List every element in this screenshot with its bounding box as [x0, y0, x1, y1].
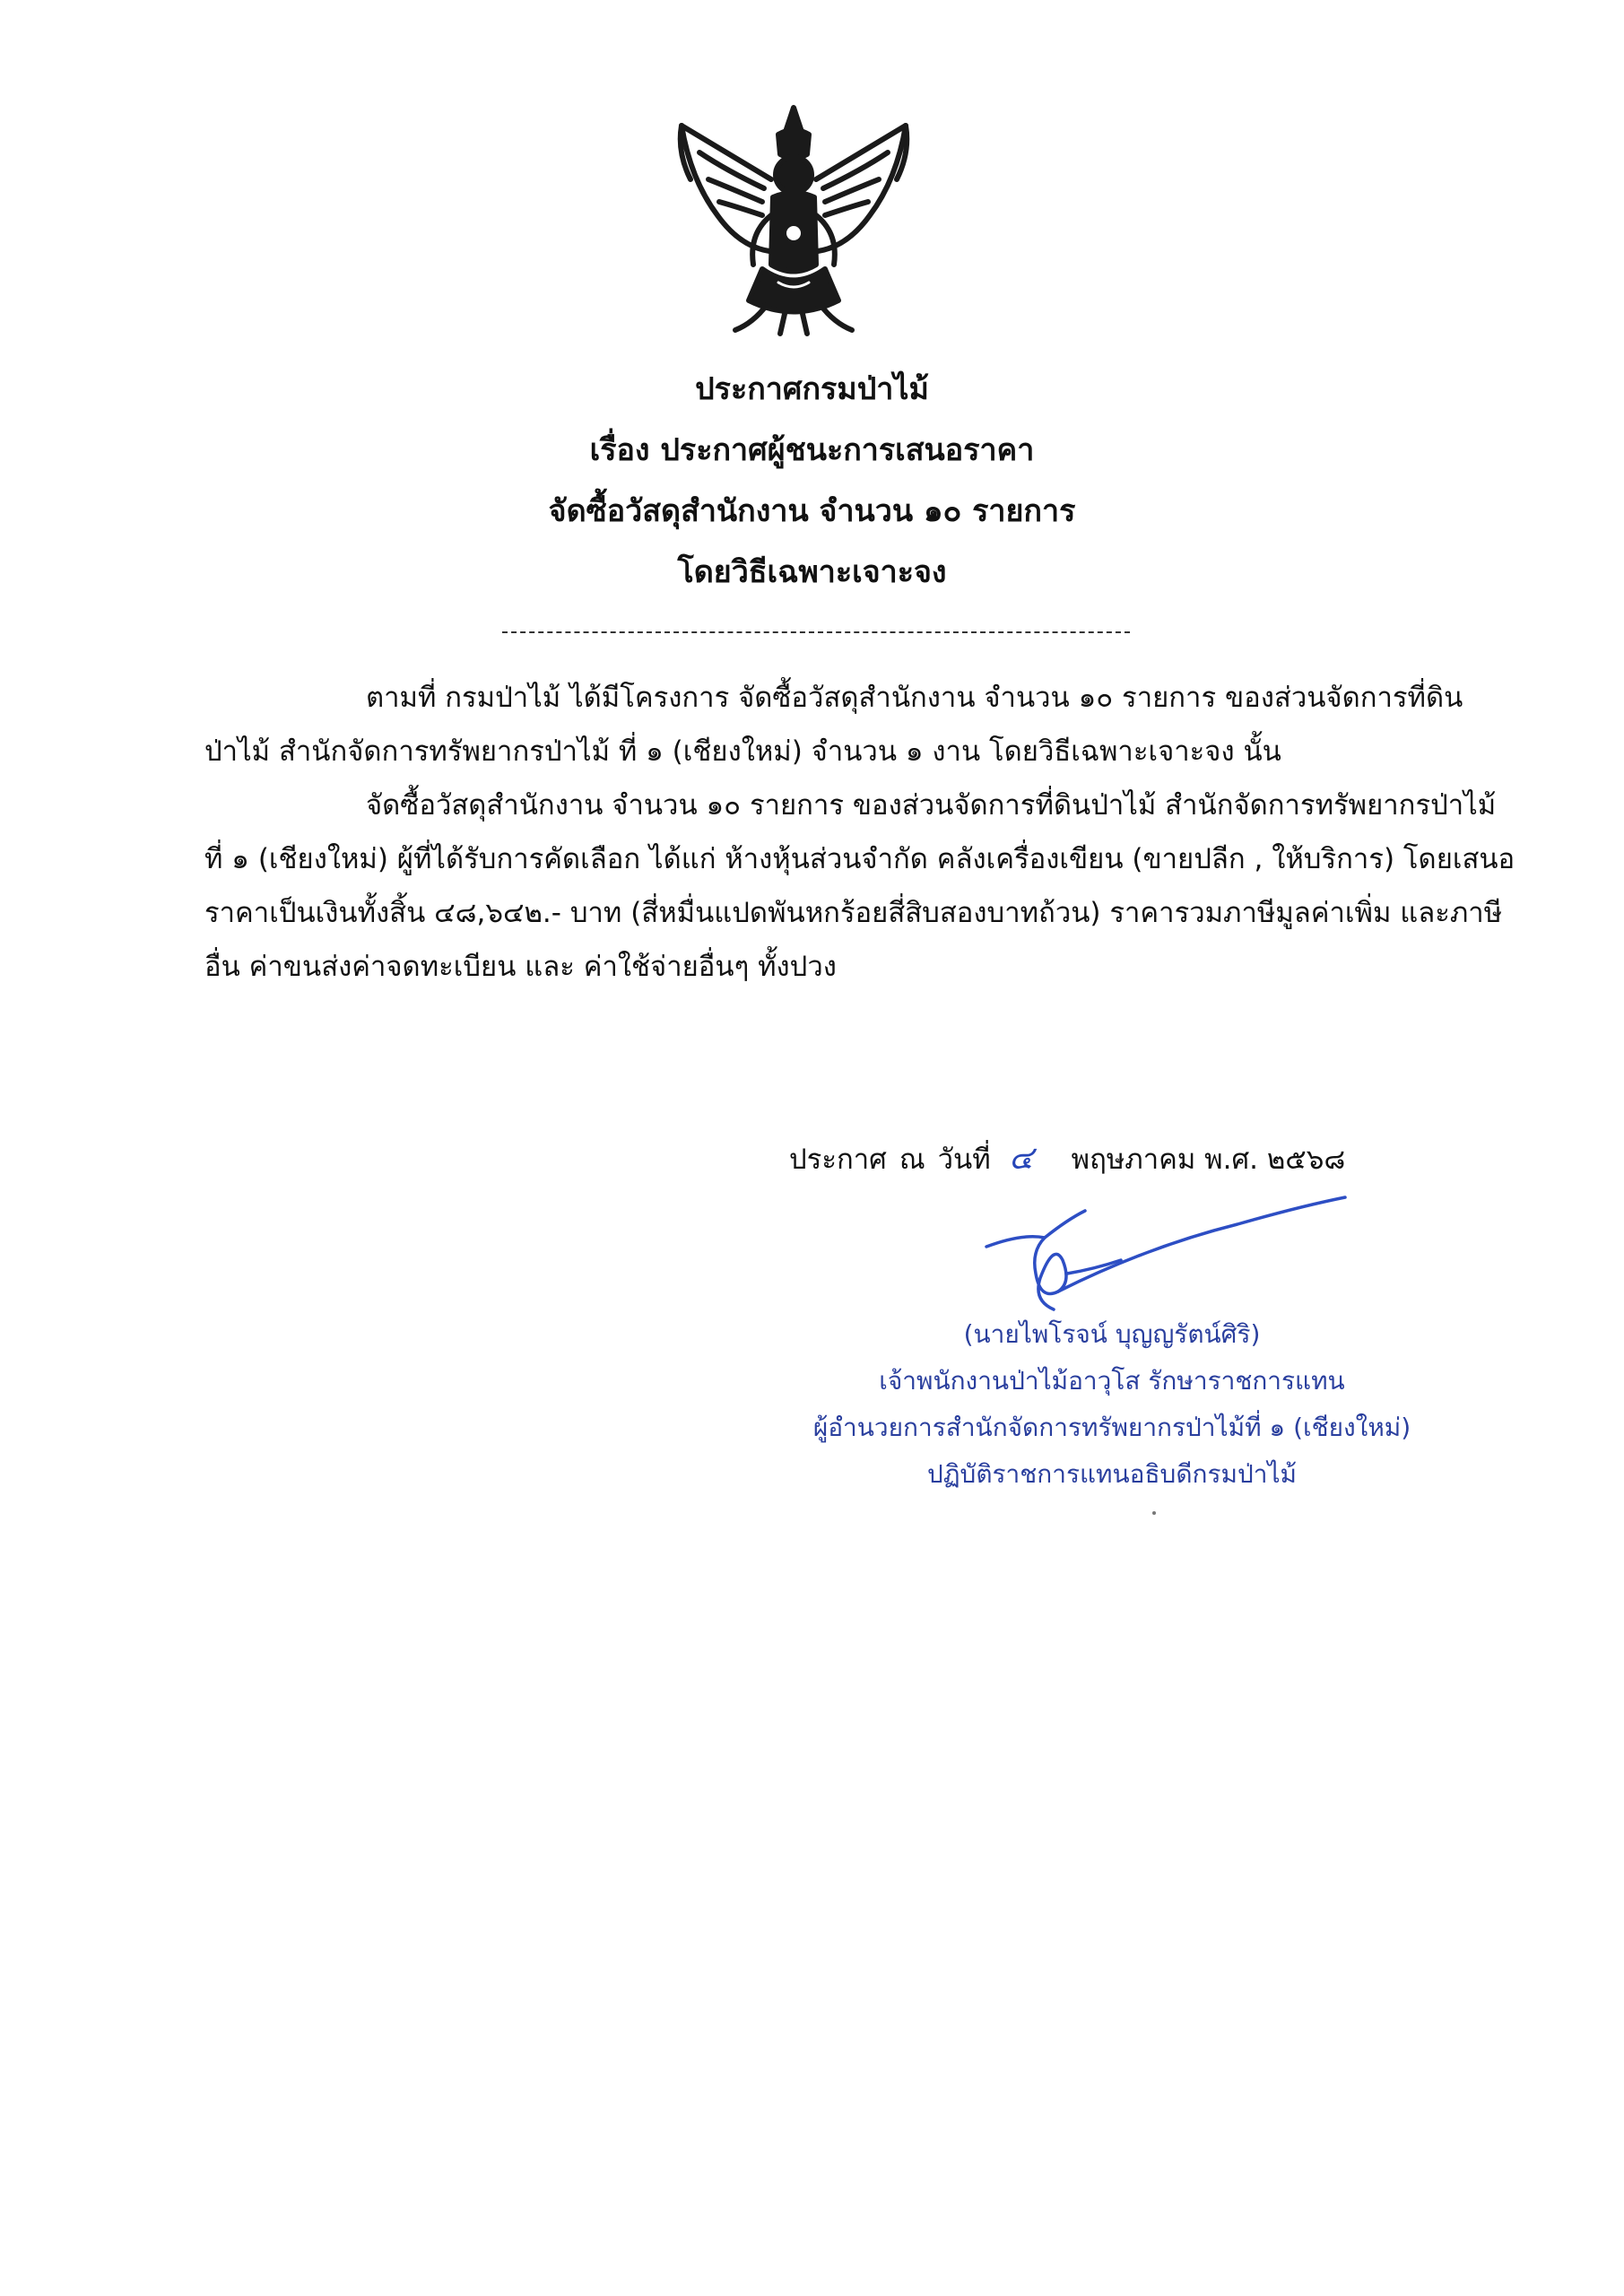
title-line-3: จัดซื้อวัสดุสำนักงาน จำนวน ๑๐ รายการ [548, 493, 1076, 529]
paragraph-2-line-4: อื่น ค่าขนส่งค่าจดทะเบียน และ ค่าใช้จ่ายอื่นๆ ทั้งปวง [204, 951, 837, 983]
paragraph-1-line-1: ตามที่ กรมป่าไม้ ได้มีโครงการ จัดซื้อวัสดุสำนักงาน จำนวน ๑๐ รายการ ของส่วนจัดการที่ดิน [366, 682, 1463, 714]
paragraph-2-line-3: ราคาเป็นเงินทั้งสิ้น ๔๘,๖๔๒.- บาท (สี่หมื่นแปดพันหกร้อยสี่สิบสองบาทถ้วน) ราคารวมภาษีมูลค่าเพิ่ม และภาษี [204, 897, 1503, 929]
announcement-body [204, 671, 1515, 994]
paragraph-2-line-2: ที่ ๑ (เชียงใหม่) ผู้ที่ได้รับการคัดเลือก ได้แก่ ห้างหุ้นส่วนจำกัด คลังเครื่องเขียน (ขายปลีก , ให้บริการ) โดยเสนอ [204, 843, 1515, 875]
handwritten-day: ๔ [1009, 1140, 1034, 1177]
announce-month-year: พฤษภาคม พ.ศ. ๒๕๖๘ [1071, 1144, 1346, 1176]
signer-position-2: ผู้อำนวยการสำนักจัดการทรัพยากรป่าไม้ที่ ๑ (เชียงใหม่) [812, 1413, 1411, 1442]
garuda-emblem-icon [664, 99, 924, 341]
title-line-1: ประกาศกรมป่าไม้ [695, 371, 929, 407]
title-line-4: โดยวิธีเฉพาะเจาะจง [677, 554, 947, 590]
signer-name: (นายไพโรจน์ บุญญรัตน์ศิริ) [963, 1319, 1261, 1349]
handwritten-signature [968, 1184, 1354, 1318]
title-divider [502, 631, 1130, 633]
stray-mark [1152, 1511, 1156, 1515]
announce-day-label: วันที่ [937, 1144, 991, 1176]
signer-position-3: ปฏิบัติราชการแทนอธิบดีกรมป่าไม้ [926, 1459, 1297, 1489]
paragraph-1-line-2: ป่าไม้ สำนักจัดการทรัพยากรป่าไม้ ที่ ๑ (เชียงใหม่) จำนวน ๑ งาน โดยวิธีเฉพาะเจาะจง นั้น [204, 735, 1281, 768]
signer-position-1: เจ้าพนักงานป่าไม้อาวุโส รักษาราชการแทน [879, 1366, 1345, 1396]
announce-prefix: ประกาศ [789, 1144, 887, 1176]
announcement-date [789, 1137, 1345, 1181]
title-line-2: เรื่อง ประกาศผู้ชนะการเสนอราคา [589, 432, 1035, 468]
signer-block [789, 1311, 1435, 1498]
announcement-title [0, 359, 1624, 603]
announce-na: ณ [899, 1144, 925, 1176]
paragraph-2-line-1: จัดซื้อวัสดุสำนักงาน จำนวน ๑๐ รายการ ของส่วนจัดการที่ดินป่าไม้ สำนักจัดการทรัพยากรป่าไม้ [366, 789, 1497, 822]
